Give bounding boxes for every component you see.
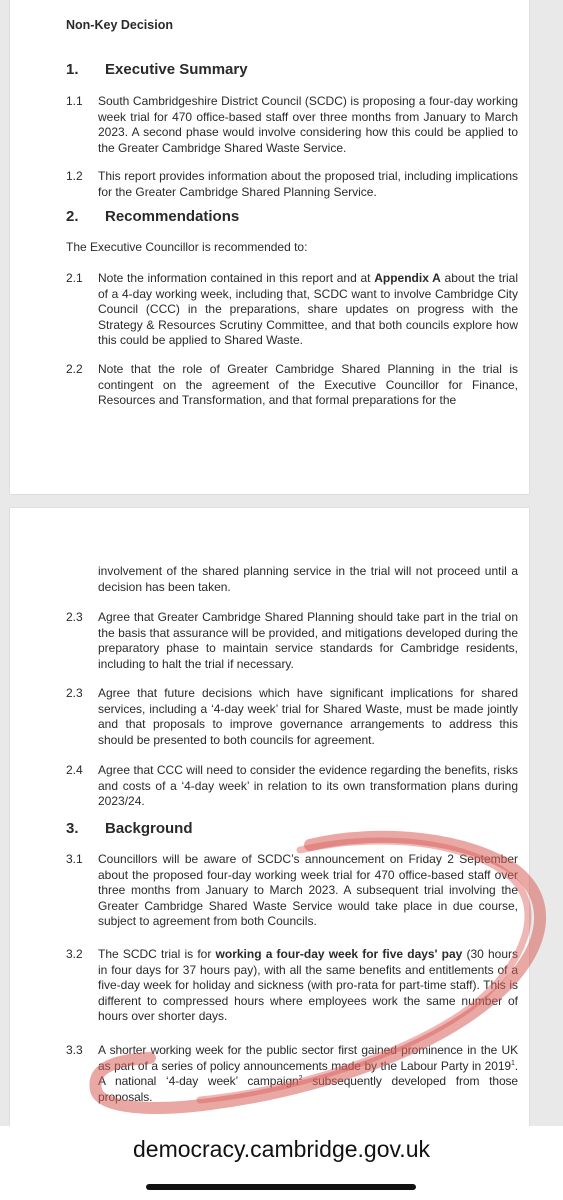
para-3-3-text — [98, 1043, 518, 1105]
para-2-1-number: 2.1 — [66, 271, 83, 285]
para-3-1-text: Councillors will be aware of SCDC’s announcement on Friday 2 September about the proposed four-day working week trial for 470 office-based staff over three months from January to March 2023. A subsequent trial involving the Greater Cambridge Shared Waste Service would take place in due course, subject to agreement from both Councils. — [98, 852, 518, 928]
para-2-3a-number: 2.3 — [66, 610, 83, 624]
section-1-number: 1. — [66, 61, 79, 78]
para-3-2-text-b: (30 hours in four days for 37 hours pay), with all the same benefits and entitlements of a five-day week for holiday and sickness (with pro-rata for part-time staff). This is different to compressed hours where employees work the same number of hours over shorter days. — [98, 947, 518, 1023]
page-url[interactable]: democracy.cambridge.gov.uk — [132, 1136, 430, 1162]
para-2-3b-text: Agree that future decisions which have significant implications for shared services, including a ‘4-day week’ trial for Shared Waste, must be made jointly and that proposals to improve governance arrangements to address this should be presented to both councils for agreement. — [98, 686, 518, 747]
para-1-2-text: This report provides information about the proposed trial, including implications for the Greater Cambridge Shared Planning Service. — [98, 169, 518, 199]
para-2-3a-text: Agree that Greater Cambridge Shared Planning should take part in the trial on the basis that assurance will be provided, and mitigations developed during the preparatory phase to maintain service standards for Cambridge residents, including to halt the trial if necessary. — [98, 610, 518, 671]
para-3-3-text-a: A shorter working week for the public sector first gained prominence in the UK as part of a series of policy announcements made by the Labour Party in 2019 — [98, 1043, 518, 1073]
home-indicator[interactable] — [146, 1184, 416, 1190]
footnote-2-marker[interactable]: 2 — [298, 1075, 303, 1082]
document-page-1 — [10, 0, 529, 494]
decision-type-heading: Non-Key Decision — [66, 18, 173, 32]
appendix-a-ref: Appendix A — [374, 271, 441, 285]
para-2-2-text: Note that the role of Greater Cambridge Shared Planning in the trial is contingent on the agreement of the Executive Councillor for Finance, Resources and Transformation, and that formal preparations for the — [98, 362, 518, 407]
para-2-2-continued: involvement of the shared planning service in the trial will not proceed until a decision has been taken. — [98, 564, 518, 594]
para-2-4-number: 2.4 — [66, 763, 83, 777]
para-3-2-text — [98, 947, 518, 1025]
para-1-1-text: South Cambridgeshire District Council (SCDC) is proposing a four-day working week trial for 470 office-based staff over three months from January to March 2023. A second phase would involve considering how this could be applied to the Greater Cambridge Shared Waste Service. — [98, 94, 518, 155]
para-2-3b-number: 2.3 — [66, 686, 83, 700]
four-day-week-pay-phrase: working a four-day week for five days' pay — [215, 947, 463, 961]
para-3-3-text-b: . A national ‘4-day week’ campaign — [98, 1058, 518, 1088]
para-3-1-number: 3.1 — [66, 852, 83, 866]
section-2-title: Recommendations — [105, 208, 240, 225]
section-2-number: 2. — [66, 208, 79, 225]
section-3-number: 3. — [66, 820, 79, 837]
recommendation-intro: The Executive Councillor is recommended to: — [66, 240, 308, 254]
para-2-1-text — [98, 271, 518, 349]
section-3-title: Background — [105, 820, 193, 837]
para-3-3-text-c: subsequently developed from those proposals. — [98, 1074, 518, 1104]
para-3-2-text-a: The SCDC trial is for — [98, 947, 216, 961]
footnote-1-marker[interactable]: 1 — [510, 1059, 515, 1067]
para-3-2-number: 3.2 — [66, 947, 83, 961]
para-3-3-number: 3.3 — [66, 1043, 83, 1057]
para-2-1-text-a: Note the information contained in this report and at — [98, 271, 375, 285]
para-1-2-number: 1.2 — [66, 169, 83, 183]
para-2-1-text-b: about the trial of a 4-day working week, including that, SCDC want to involve Cambridge City Council (CCC) in the preparations, share updates on progress with the Strategy & Resources Scrutiny Committee, and that both councils explore how this could be applied to Shared Waste. — [98, 271, 518, 347]
section-1-title: Executive Summary — [105, 61, 248, 78]
para-2-4-text: Agree that CCC will need to consider the evidence regarding the benefits, risks and costs of a ‘4-day week’ in relation to its own transformation plans during 2023/24. — [98, 763, 518, 808]
para-1-1-number: 1.1 — [66, 94, 83, 108]
document-page-2 — [10, 508, 529, 1126]
para-2-2-number: 2.2 — [66, 362, 83, 376]
